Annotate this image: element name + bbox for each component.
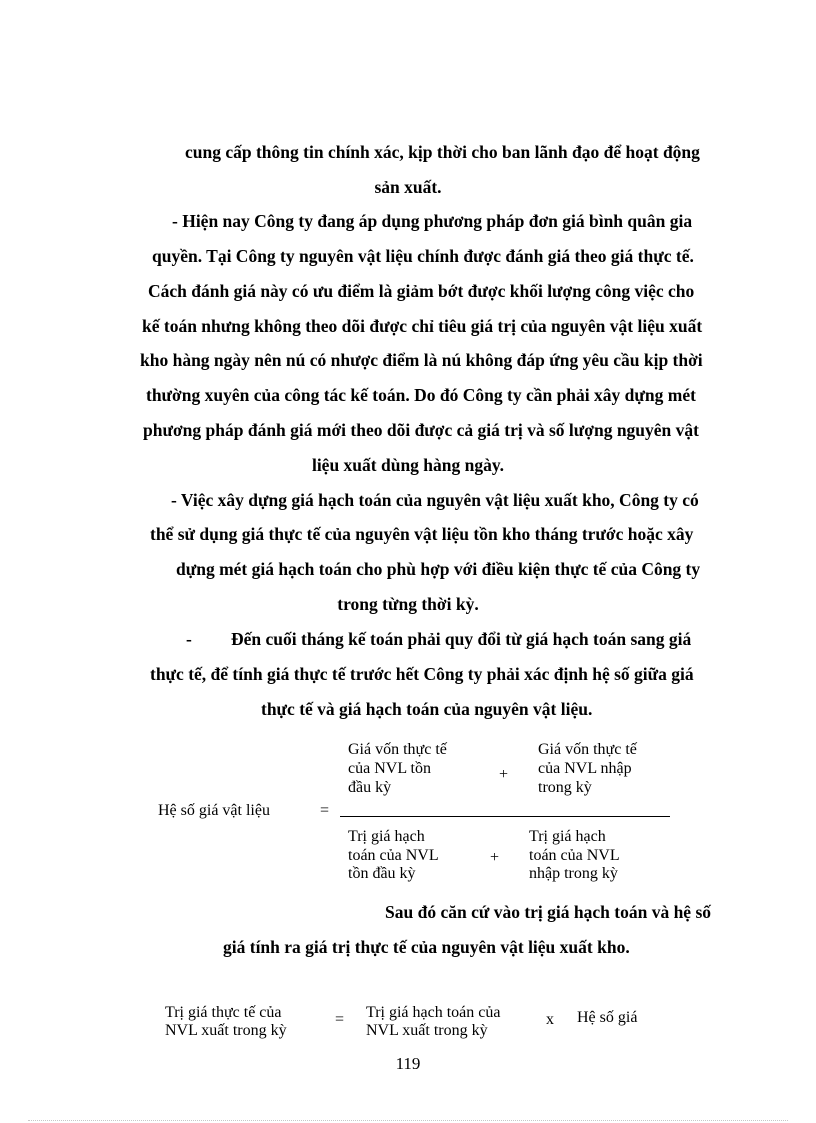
text-line: Đến cuối tháng kế toán phải quy đổi từ giá hạch toán sang giá — [231, 629, 692, 649]
text-line: giá tính ra giá trị thực tế của nguyên vật liệu xuất kho. — [223, 937, 630, 957]
equals-sign: = — [335, 1011, 345, 1028]
numerator-right-line-3: trong kỳ — [538, 779, 592, 796]
denominator-left-line-1: Trị giá hạch — [348, 828, 425, 845]
page-edge-divider — [28, 1120, 788, 1121]
text-line: cung cấp thông tin chính xác, kịp thời cho ban lãnh đạo để hoạt động — [185, 142, 700, 162]
times-sign: x — [546, 1011, 554, 1028]
text-line: thực tế và giá hạch toán của nguyên vật liệu. — [261, 699, 593, 719]
text-line: thực tế, để tính giá thực tế trước hết Công ty phải xác định hệ số giữa giá — [150, 664, 694, 684]
text-line: - Việc xây dựng giá hạch toán của nguyên vật liệu xuất kho, Công ty có — [171, 490, 699, 510]
denominator-left-line-2: toán của NVL — [348, 847, 439, 864]
text-line: sản xuất. — [374, 177, 442, 197]
text-line: phương pháp đánh giá mới theo dõi được cả giá trị và số lượng nguyên vật — [143, 420, 699, 440]
plus-sign: + — [499, 766, 509, 783]
formula-left-line-2: NVL xuất trong kỳ — [165, 1022, 287, 1039]
bullet-dash: - — [186, 629, 192, 649]
denominator-left-line-3: tồn đầu kỳ — [348, 865, 416, 882]
numerator-right-line-2: của NVL nhập — [538, 760, 632, 777]
text-line: kế toán nhưng không theo dõi được chỉ tiêu giá trị của nguyên vật liệu xuất — [142, 316, 703, 336]
formula-label: Hệ số giá vật liệu — [158, 802, 270, 819]
text-line: kho hàng ngày nên nú có nhược điểm là nú không đáp ứng yêu cầu kịp thời — [140, 350, 703, 370]
formula-left-line-1: Trị giá thực tế của — [165, 1004, 282, 1021]
equals-sign: = — [320, 802, 330, 819]
plus-sign: + — [490, 849, 500, 866]
numerator-right-line-1: Giá vốn thực tế — [538, 741, 637, 758]
text-line: thường xuyên của công tác kế toán. Do đó Công ty cần phải xây dựng mét — [146, 385, 696, 405]
text-line: Sau đó căn cứ vào trị giá hạch toán và hệ số — [385, 902, 712, 922]
numerator-left-line-2: của NVL tồn — [348, 760, 431, 777]
text-line: dựng mét giá hạch toán cho phù hợp với điều kiện thực tế của Công ty — [176, 559, 701, 579]
text-line: liệu xuất dùng hàng ngày. — [311, 455, 505, 475]
text-line: quyền. Tại Công ty nguyên vật liệu chính được đánh giá theo giá thực tế. — [152, 246, 694, 266]
denominator-right-line-1: Trị giá hạch — [529, 828, 606, 845]
denominator-right-line-2: toán của NVL — [529, 847, 620, 864]
fraction-bar — [340, 816, 670, 817]
text-line: Cách đánh giá này có ưu điểm là giảm bớt được khối lượng công việc cho — [148, 281, 695, 301]
denominator-right-line-3: nhập trong kỳ — [529, 865, 618, 882]
formula-middle-line-2: NVL xuất trong kỳ — [366, 1022, 488, 1039]
text-line: trong từng thời kỳ. — [337, 594, 479, 614]
numerator-left-line-3: đầu kỳ — [348, 779, 392, 796]
formula-right: Hệ số giá — [577, 1009, 638, 1026]
numerator-left-line-1: Giá vốn thực tế — [348, 741, 447, 758]
formula-middle-line-1: Trị giá hạch toán của — [366, 1004, 501, 1021]
text-line: - Hiện nay Công ty đang áp dụng phương pháp đơn giá bình quân gia — [172, 211, 693, 231]
text-line: thể sử dụng giá thực tế của nguyên vật liệu tồn kho tháng trước hoặc xây — [150, 524, 694, 544]
page-number: 119 — [395, 1054, 421, 1073]
